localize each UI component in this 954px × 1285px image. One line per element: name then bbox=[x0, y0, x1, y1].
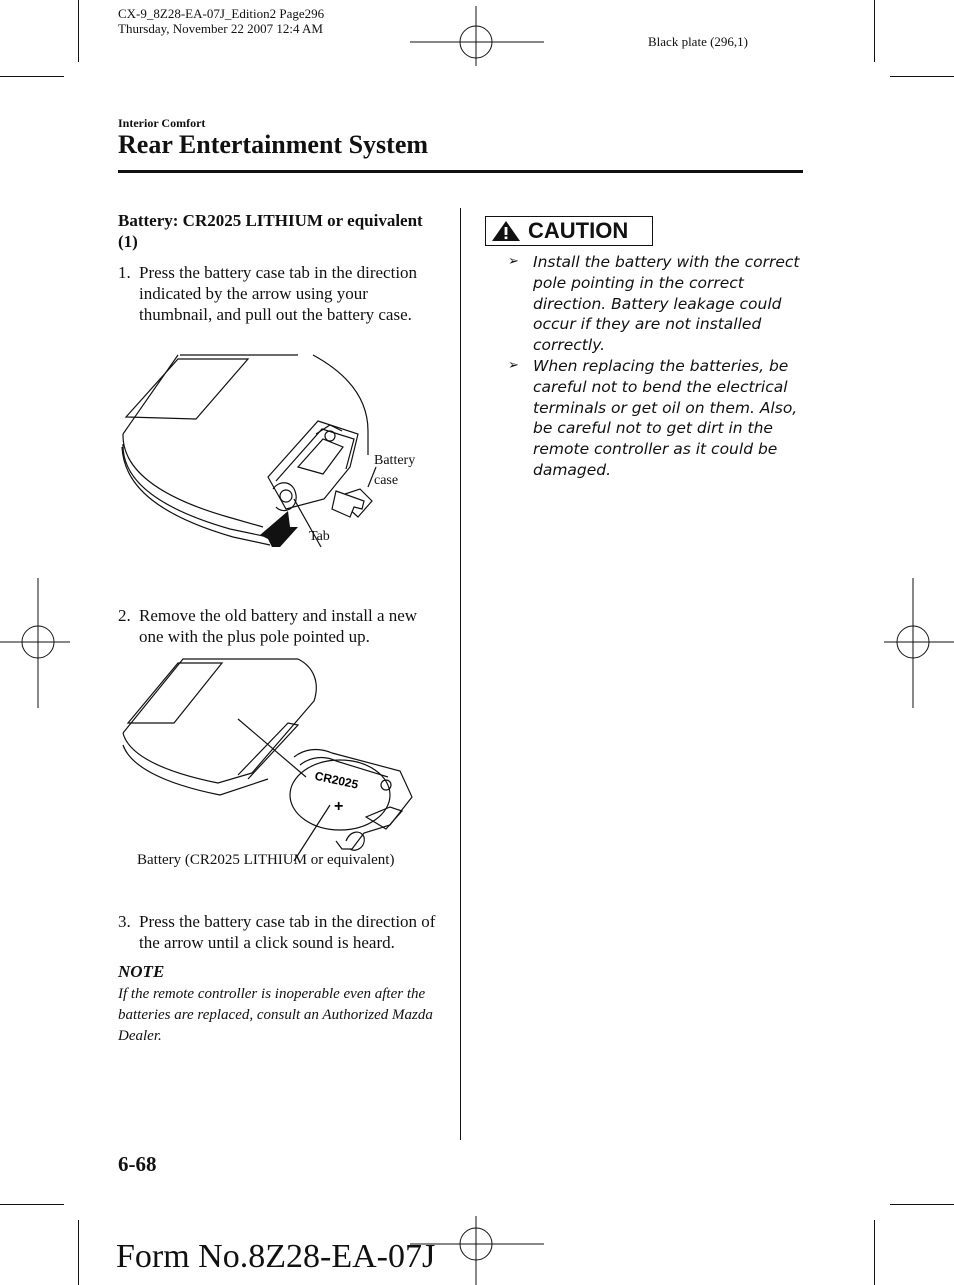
step-text: Press the battery case tab in the direction of the arrow until a click sound is heard. bbox=[139, 912, 436, 952]
step-number: 3. bbox=[118, 912, 131, 931]
caution-label: CAUTION bbox=[528, 218, 629, 243]
label-tab: Tab bbox=[309, 529, 330, 544]
crop-mark bbox=[874, 1220, 875, 1285]
print-header-line2: Thursday, November 22 2007 12:4 AM bbox=[118, 21, 323, 36]
battery-plus-mark: + bbox=[334, 798, 344, 815]
title-rule bbox=[118, 170, 803, 173]
arrow-bullet-icon: ➢ bbox=[508, 357, 519, 373]
caution-item bbox=[508, 252, 808, 356]
step-1 bbox=[118, 262, 438, 325]
page-number: 6-68 bbox=[118, 1152, 157, 1176]
caution-item-text: When replacing the batteries, be careful not to bend the electrical terminals or get oil on them. Also, be careful not to get dirt in the remote controller as it could be damaged. bbox=[533, 356, 798, 479]
step-text: Remove the old battery and install a new one with the plus pole pointed up. bbox=[139, 606, 418, 646]
print-header-line1: CX-9_8Z28-EA-07J_Edition2 Page296 bbox=[118, 6, 325, 21]
page-title: Rear Entertainment System bbox=[118, 130, 429, 159]
registration-mark-left bbox=[0, 578, 70, 708]
label-case: case bbox=[374, 473, 399, 488]
crop-mark bbox=[874, 0, 875, 62]
crop-mark bbox=[0, 76, 64, 77]
figure-install-battery bbox=[118, 653, 438, 903]
label-battery: Battery bbox=[374, 453, 416, 468]
step-number: 1. bbox=[118, 263, 131, 282]
step-3 bbox=[118, 911, 438, 953]
crop-mark bbox=[0, 1204, 64, 1205]
warning-triangle-icon bbox=[490, 219, 522, 243]
battery-install-illustration bbox=[118, 653, 438, 875]
print-header bbox=[118, 6, 324, 36]
section-label: Interior Comfort bbox=[118, 116, 206, 130]
caution-item-text: Install the battery with the correct pole pointing in the correct direction. Battery leakage could occur if they are not installed correctly. bbox=[533, 253, 800, 355]
battery-subhead: Battery: CR2025 LITHIUM or equivalent (1) bbox=[118, 211, 423, 251]
crop-mark bbox=[890, 76, 954, 77]
registration-mark-right bbox=[884, 578, 954, 708]
left-column bbox=[118, 210, 438, 1047]
plate-label: Black plate (296,1) bbox=[648, 34, 748, 49]
form-number: Form No.8Z28-EA-07J bbox=[116, 1238, 436, 1275]
column-divider bbox=[460, 208, 461, 1140]
crop-mark bbox=[890, 1204, 954, 1205]
caution-box bbox=[485, 216, 653, 246]
registration-mark-top bbox=[410, 6, 544, 66]
note-text: If the remote controller is inoperable even after the batteries are replaced, consult an Authorized Mazda Dealer. bbox=[118, 986, 433, 1044]
step-number: 2. bbox=[118, 606, 131, 625]
step-2 bbox=[118, 605, 438, 647]
arrow-bullet-icon: ➢ bbox=[508, 254, 519, 269]
crop-mark bbox=[78, 0, 79, 62]
figure-remove-battery-case bbox=[118, 339, 438, 595]
battery-mark: CR2025 bbox=[313, 768, 360, 792]
note-heading: NOTE bbox=[118, 962, 165, 981]
step-text: Press the battery case tab in the direction indicated by the arrow using your thumbnail, and pull out the battery case. bbox=[139, 263, 418, 324]
caution-item bbox=[508, 356, 808, 481]
crop-mark bbox=[78, 1220, 79, 1285]
battery-caption: Battery (CR2025 LITHIUM or equivalent) bbox=[137, 852, 395, 868]
caution-list bbox=[508, 252, 808, 481]
